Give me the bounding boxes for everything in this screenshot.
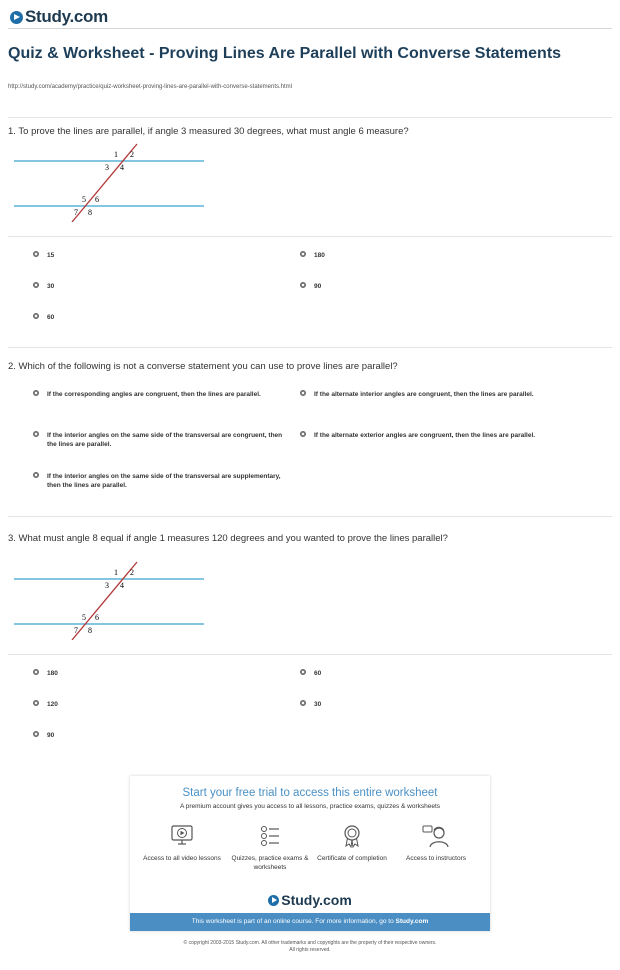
angle-label: 5 (82, 613, 86, 622)
divider (8, 516, 612, 517)
angle-label: 2 (130, 568, 134, 577)
radio-button[interactable] (33, 700, 39, 706)
instructor-icon (422, 824, 450, 848)
angle-label: 3 (105, 581, 109, 590)
angle-label: 7 (74, 208, 78, 217)
radio-button[interactable] (33, 251, 39, 257)
radio-button[interactable] (33, 731, 39, 737)
radio-button[interactable] (300, 390, 306, 396)
angle-label: 2 (130, 150, 134, 159)
feature-label: Certificate of completion (317, 855, 387, 862)
radio-button[interactable] (300, 251, 306, 257)
header-divider (8, 28, 612, 29)
radio-button[interactable] (300, 700, 306, 706)
feature-quizzes (230, 824, 310, 872)
question-2-text: 2. Which of the following is not a converse statement you can use to prove lines are parallel? (8, 361, 398, 372)
q1-option-c[interactable]: 30 (33, 282, 54, 291)
angle-label: 4 (120, 163, 124, 172)
q2-option-a[interactable]: If the corresponding angles are congruent, then the lines are parallel. (33, 390, 283, 399)
feature-label: Access to all video lessons (143, 855, 221, 862)
q3-option-e[interactable]: 90 (33, 731, 54, 740)
angle-label: 1 (114, 150, 118, 159)
feature-instructors (396, 824, 476, 863)
free-trial-promo (130, 776, 490, 931)
promo-headline: Start your free trial to access this entire worksheet (182, 787, 438, 799)
q3-option-b[interactable]: 60 (300, 669, 321, 678)
q2-option-e[interactable]: If the interior angles on the same side of the transversal are supplementary, then the lines are parallel. (33, 472, 283, 490)
q1-option-e[interactable]: 60 (33, 313, 54, 322)
study-logo[interactable] (10, 7, 108, 27)
video-icon (169, 824, 195, 848)
logo-text: Study.com (25, 7, 108, 26)
feature-label: Quizzes, practice exams & worksheets (231, 855, 309, 871)
angle-label: 5 (82, 195, 86, 204)
radio-button[interactable] (33, 472, 39, 478)
angle-label: 4 (120, 581, 124, 590)
q2-option-c[interactable]: If the interior angles on the same side of the transversal are congruent, then the lines are parallel. (33, 431, 283, 449)
feature-certificate (312, 824, 392, 863)
radio-button[interactable] (33, 313, 39, 319)
copyright-footer: © copyright 2003-2015 Study.com. All other trademarks and copyrights are the property of their respective owners. All rights reserved. (183, 940, 437, 953)
divider (8, 236, 612, 237)
page-title: Quiz & Worksheet - Proving Lines Are Parallel with Converse Statements (8, 45, 562, 62)
radio-button[interactable] (33, 431, 39, 437)
divider (8, 654, 612, 655)
source-url: http://study.com/academy/practice/quiz-worksheet-proving-lines-are-parallel-with-converse-statements.html (8, 84, 292, 90)
angle-label: 7 (74, 626, 78, 635)
q2-option-d[interactable]: If the alternate exterior angles are congruent, then the lines are parallel. (300, 431, 560, 440)
study-link[interactable]: Study.com (395, 918, 429, 925)
radio-button[interactable] (33, 390, 39, 396)
q3-option-c[interactable]: 120 (33, 700, 58, 709)
angle-label: 8 (88, 208, 92, 217)
feature-label: Access to instructors (406, 855, 466, 862)
angle-label: 3 (105, 163, 109, 172)
feature-video-lessons (142, 824, 222, 863)
checklist-icon (257, 824, 283, 848)
radio-button[interactable] (300, 282, 306, 288)
q1-option-b[interactable]: 180 (300, 251, 325, 260)
radio-button[interactable] (300, 431, 306, 437)
promo-subline: A premium account gives you access to all lessons, practice exams, quizzes & worksheets (179, 803, 441, 810)
angle-label: 1 (114, 568, 118, 577)
play-logo-icon (268, 895, 279, 906)
q1-option-d[interactable]: 90 (300, 282, 321, 291)
radio-button[interactable] (33, 669, 39, 675)
angle-label: 8 (88, 626, 92, 635)
divider (8, 117, 612, 118)
parallel-lines-diagram-3 (14, 560, 206, 640)
transversal-line (72, 144, 137, 222)
q1-option-a[interactable]: 15 (33, 251, 54, 260)
promo-info-bar: This worksheet is part of an online course. For more information, go to Study.com (130, 913, 490, 931)
radio-button[interactable] (300, 669, 306, 675)
promo-logo[interactable]: Study.com (130, 892, 490, 908)
question-1-text: 1. To prove the lines are parallel, if angle 3 measured 30 degrees, what must angle 6 measure? (8, 126, 409, 137)
q3-option-a[interactable]: 180 (33, 669, 58, 678)
q3-option-d[interactable]: 30 (300, 700, 321, 709)
transversal-line (72, 562, 137, 640)
certificate-icon (339, 824, 365, 848)
angle-label: 6 (95, 195, 99, 204)
radio-button[interactable] (33, 282, 39, 288)
parallel-lines-diagram-1 (14, 142, 206, 222)
q2-option-b[interactable]: If the alternate interior angles are congruent, then the lines are parallel. (300, 390, 560, 399)
question-3-text: 3. What must angle 8 equal if angle 1 measures 120 degrees and you wanted to prove the lines parallel? (8, 533, 448, 544)
play-logo-icon (10, 11, 23, 24)
divider (8, 347, 612, 348)
angle-label: 6 (95, 613, 99, 622)
